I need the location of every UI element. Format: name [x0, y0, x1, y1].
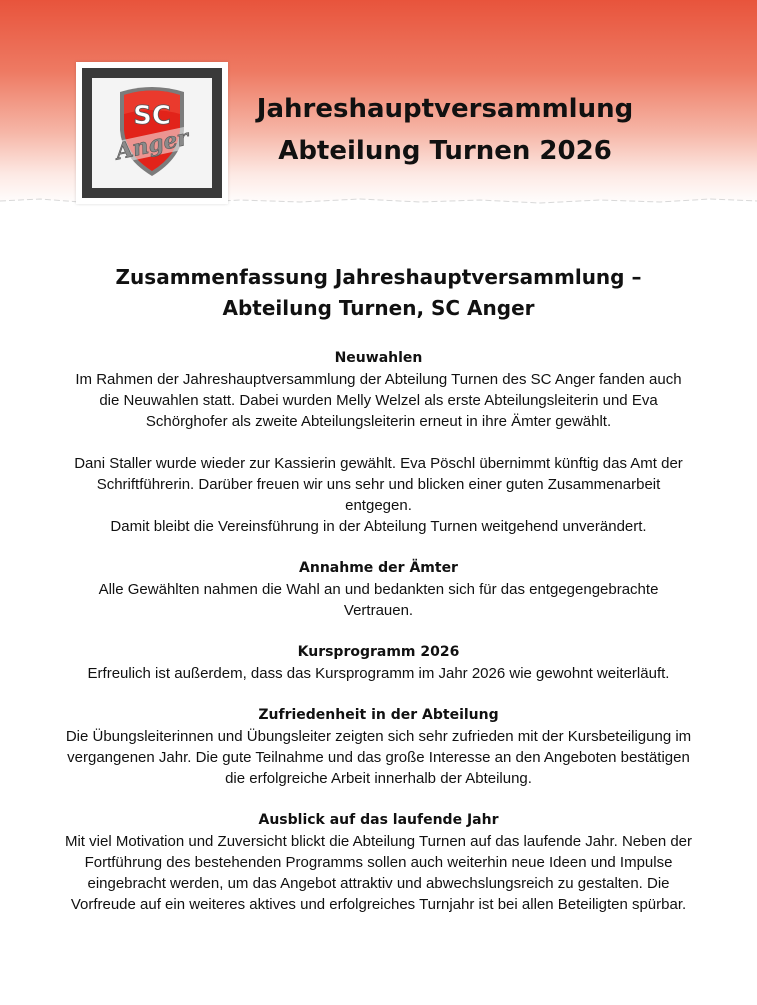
section-zufriedenheit [64, 705, 693, 789]
section-neuwahlen [64, 348, 693, 537]
logo-border [82, 68, 222, 198]
paragraph: Alle Gewählten nahmen die Wahl an und bedankten sich für das entgegengebrachte Vertrauen. [98, 581, 659, 619]
logo-text-anger: Anger [113, 124, 192, 166]
paragraph: Im Rahmen der Jahreshauptversammlung der Abteilung Turnen des SC Anger fanden auch die Neuwahlen statt. Dabei wurden Melly Welzel als erste Abteilungsleiterin und Eva Schörghofer als zweite Abteilungsleiterin erneut in ihre Ämter gewählt. [75, 371, 682, 430]
logo-text-sc: SC [133, 101, 171, 131]
sc-anger-shield-logo-icon [92, 78, 212, 188]
article-heading [64, 262, 693, 324]
section-annahme-der-aemter [64, 558, 693, 621]
page-title [240, 88, 650, 172]
paragraph: Mit viel Motivation und Zuversicht blickt die Abteilung Turnen auf das laufende Jahr. Neben der Fortführung des bestehenden Programms sollen auch weiterhin neue Ideen und Impulse eingebracht werden, um das Angebot attraktiv und abwechslungsreich zu gestalten. Die Vorfreude auf ein weiteres aktives und erfolgreiches Turnjahr ist bei allen Beteiligten spürbar. [64, 833, 693, 913]
section-title: Kursprogramm 2026 [297, 644, 460, 660]
logo-background [92, 78, 212, 188]
paragraph: Erfreulich ist außerdem, dass das Kursprogramm im Jahr 2026 wie gewohnt weiterläuft. [87, 665, 670, 682]
section-title: Neuwahlen [334, 350, 423, 366]
section-kursprogramm [64, 642, 693, 684]
section-ausblick [64, 810, 693, 915]
article [64, 262, 693, 915]
section-title: Ausblick auf das laufende Jahr [258, 812, 499, 828]
paragraph: Die Übungsleiterinnen und Übungsleiter zeigten sich sehr zufrieden mit der Kursbeteiligung im vergangenen Jahr. Die gute Teilnahme und das große Interesse an den Angeboten bestätigen die erfolgreiche Arbeit innerhalb der Abteilung. [65, 728, 692, 787]
logo-frame [76, 62, 228, 204]
heading-line-2: Abteilung Turnen, SC Anger [222, 296, 535, 320]
heading-line-1: Zusammenfassung Jahreshauptversammlung – [115, 265, 642, 289]
section-title: Zufriedenheit in der Abteilung [258, 707, 499, 723]
section-title: Annahme der Ämter [299, 560, 458, 576]
title-line-1: Jahreshauptversammlung [256, 94, 634, 124]
paragraph: Dani Staller wurde wieder zur Kassierin gewählt. Eva Pöschl übernimmt künftig das Amt der Schriftführerin. Darüber freuen wir uns sehr und blicken einer guten Zusammenarbeit entgegen. [74, 455, 683, 514]
title-line-2: Abteilung Turnen 2026 [278, 136, 612, 166]
paragraph: Damit bleibt die Vereinsführung in der Abteilung Turnen weitgehend unverändert. [110, 518, 647, 535]
